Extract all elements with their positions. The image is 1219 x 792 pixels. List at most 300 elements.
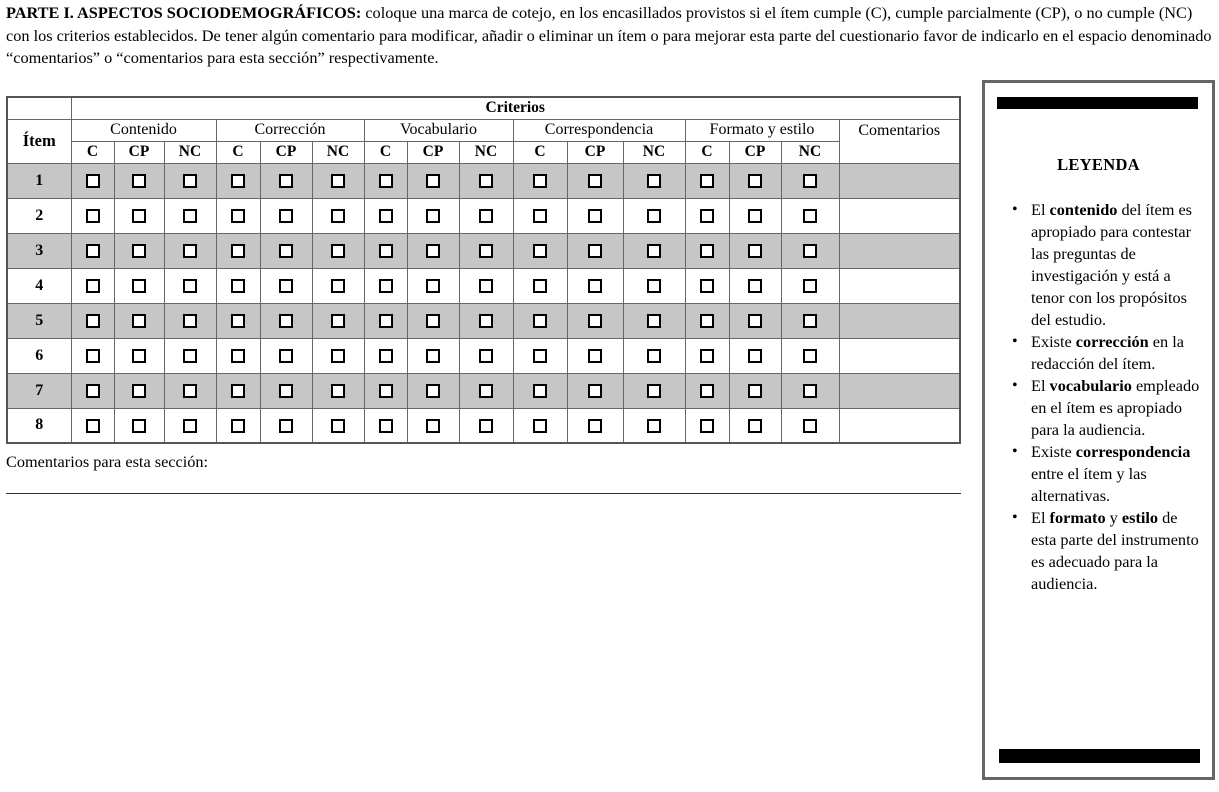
- checkbox-cell: [685, 198, 729, 233]
- checkbox-cell: [71, 268, 114, 303]
- checkbox-cell: [216, 198, 260, 233]
- checkbox-cell: [71, 373, 114, 408]
- checkbox-nc[interactable]: [183, 279, 197, 293]
- checkbox-cell: [312, 163, 364, 198]
- checkbox-c[interactable]: [379, 174, 393, 188]
- subheader-c: C: [513, 141, 567, 163]
- checkbox-cp[interactable]: [132, 244, 146, 258]
- checkbox-cell: [567, 303, 623, 338]
- checkbox-cell: [114, 408, 164, 443]
- checkbox-c[interactable]: [700, 384, 714, 398]
- checkbox-nc[interactable]: [479, 279, 493, 293]
- checkbox-cp[interactable]: [426, 279, 440, 293]
- subheader-c: C: [364, 141, 407, 163]
- item-header: Ítem: [7, 119, 71, 163]
- checkbox-nc[interactable]: [183, 384, 197, 398]
- checkbox-cp[interactable]: [748, 349, 762, 363]
- checkbox-cell: [164, 338, 216, 373]
- checkbox-nc[interactable]: [803, 279, 817, 293]
- checkbox-cell: [685, 163, 729, 198]
- group-header-correccion: Corrección: [216, 119, 364, 141]
- checkbox-cp[interactable]: [132, 209, 146, 223]
- table-row: [7, 338, 960, 373]
- checkbox-cell: [407, 338, 459, 373]
- checkbox-cell: [260, 338, 312, 373]
- bullet-icon: •: [1012, 333, 1018, 350]
- checkbox-cell: [459, 198, 513, 233]
- checkbox-cell: [781, 233, 839, 268]
- subheader-cp: CP: [260, 141, 312, 163]
- checkbox-c[interactable]: [700, 244, 714, 258]
- subheader-nc: NC: [623, 141, 685, 163]
- table-row: [7, 303, 960, 338]
- checkbox-cp[interactable]: [748, 174, 762, 188]
- checkbox-c[interactable]: [379, 279, 393, 293]
- subheader-nc: NC: [164, 141, 216, 163]
- subheader-c: C: [216, 141, 260, 163]
- checkbox-nc[interactable]: [647, 244, 661, 258]
- checkbox-cp[interactable]: [426, 314, 440, 328]
- legend-text: empleado en el ítem es apropiado para la audiencia.: [1031, 376, 1200, 439]
- checkbox-nc[interactable]: [331, 384, 345, 398]
- checkbox-cell: [781, 163, 839, 198]
- table-row: [7, 233, 960, 268]
- legend-text: El: [1031, 376, 1050, 395]
- legend-text: El: [1031, 200, 1050, 219]
- legend-text: en la redacción del ítem.: [1031, 332, 1184, 373]
- checkbox-cell: [685, 303, 729, 338]
- checkbox-cp[interactable]: [748, 209, 762, 223]
- checkbox-cell: [312, 408, 364, 443]
- checkbox-cp[interactable]: [132, 279, 146, 293]
- checkbox-cell: [729, 233, 781, 268]
- table-row: [7, 268, 960, 303]
- criterios-header: Criterios: [71, 97, 960, 119]
- checkbox-cell: [260, 303, 312, 338]
- checkbox-cell: [260, 198, 312, 233]
- checkbox-cell: [71, 233, 114, 268]
- group-header-formato: Formato y estilo: [685, 119, 839, 141]
- checkbox-nc[interactable]: [803, 419, 817, 433]
- checkbox-nc[interactable]: [331, 349, 345, 363]
- checkbox-cell: [623, 408, 685, 443]
- checkbox-c[interactable]: [86, 244, 100, 258]
- item-number: 6: [7, 338, 71, 373]
- legend-text: Existe: [1031, 442, 1076, 461]
- checkbox-nc[interactable]: [331, 314, 345, 328]
- checkbox-cell: [164, 163, 216, 198]
- checkbox-c[interactable]: [533, 174, 547, 188]
- checkbox-nc[interactable]: [331, 244, 345, 258]
- checkbox-nc[interactable]: [183, 314, 197, 328]
- subheader-c: C: [685, 141, 729, 163]
- checkbox-cell: [513, 163, 567, 198]
- checkbox-cell: [312, 338, 364, 373]
- subheader-c: C: [71, 141, 114, 163]
- checkbox-nc[interactable]: [183, 349, 197, 363]
- checkbox-cell: [407, 408, 459, 443]
- checkbox-c[interactable]: [379, 244, 393, 258]
- legend-text: entre el ítem y las alternativas.: [1031, 464, 1147, 505]
- comment-cell[interactable]: [839, 198, 960, 233]
- checkbox-cp[interactable]: [279, 314, 293, 328]
- checkbox-cp[interactable]: [132, 384, 146, 398]
- subheader-nc: NC: [459, 141, 513, 163]
- checkbox-cell: [164, 198, 216, 233]
- checkbox-cell: [781, 198, 839, 233]
- checkbox-cell: [729, 408, 781, 443]
- checkbox-c[interactable]: [533, 384, 547, 398]
- checkbox-c[interactable]: [533, 314, 547, 328]
- checkbox-c[interactable]: [700, 174, 714, 188]
- checkbox-cell: [459, 338, 513, 373]
- checkbox-cp[interactable]: [426, 174, 440, 188]
- checkbox-cp[interactable]: [426, 209, 440, 223]
- legend-keyword: contenido: [1049, 200, 1118, 219]
- checkbox-cell: [685, 268, 729, 303]
- checkbox-cell: [623, 338, 685, 373]
- legend-item: [1012, 507, 1202, 595]
- checkbox-cp[interactable]: [588, 314, 602, 328]
- checkbox-cell: [114, 198, 164, 233]
- checkbox-cell: [407, 163, 459, 198]
- checkbox-c[interactable]: [700, 314, 714, 328]
- table-row: [7, 373, 960, 408]
- checkbox-nc[interactable]: [647, 174, 661, 188]
- checkbox-c[interactable]: [231, 384, 245, 398]
- checkbox-cell: [216, 373, 260, 408]
- legend-text: El: [1031, 508, 1050, 527]
- checkbox-nc[interactable]: [803, 174, 817, 188]
- checkbox-c[interactable]: [533, 349, 547, 363]
- checkbox-cell: [623, 163, 685, 198]
- comment-cell[interactable]: [839, 303, 960, 338]
- checkbox-cell: [364, 233, 407, 268]
- checkbox-cell: [312, 233, 364, 268]
- checkbox-nc[interactable]: [479, 384, 493, 398]
- checkbox-cp[interactable]: [588, 384, 602, 398]
- legend-item: [1012, 331, 1202, 375]
- checkbox-cell: [567, 163, 623, 198]
- checkbox-c[interactable]: [231, 174, 245, 188]
- checkbox-cp[interactable]: [132, 314, 146, 328]
- bullet-icon: •: [1012, 509, 1018, 526]
- section-comments-line[interactable]: [6, 493, 961, 494]
- checkbox-cell: [781, 338, 839, 373]
- comment-cell[interactable]: [839, 163, 960, 198]
- legend-text: y: [1105, 508, 1122, 527]
- checkbox-cell: [71, 163, 114, 198]
- legend-keyword: corrección: [1075, 332, 1149, 351]
- checkbox-nc[interactable]: [647, 349, 661, 363]
- checkbox-cell: [459, 163, 513, 198]
- checkbox-cell: [729, 198, 781, 233]
- bullet-icon: •: [1012, 201, 1018, 218]
- item-number: 4: [7, 268, 71, 303]
- checkbox-cell: [216, 268, 260, 303]
- checkbox-nc[interactable]: [479, 244, 493, 258]
- checkbox-cell: [312, 198, 364, 233]
- checkbox-c[interactable]: [379, 314, 393, 328]
- legend-text: Existe: [1031, 332, 1076, 351]
- checkbox-cell: [513, 373, 567, 408]
- checkbox-c[interactable]: [700, 279, 714, 293]
- checkbox-cp[interactable]: [588, 279, 602, 293]
- checkbox-cell: [312, 268, 364, 303]
- checkbox-cp[interactable]: [279, 349, 293, 363]
- checkbox-cell: [114, 303, 164, 338]
- checkbox-cell: [459, 268, 513, 303]
- checkbox-nc[interactable]: [803, 314, 817, 328]
- checkbox-nc[interactable]: [803, 244, 817, 258]
- checkbox-cell: [567, 408, 623, 443]
- checkbox-cell: [364, 303, 407, 338]
- checkbox-nc[interactable]: [803, 209, 817, 223]
- checkbox-cell: [164, 233, 216, 268]
- checkbox-cell: [729, 303, 781, 338]
- checkbox-cell: [114, 373, 164, 408]
- subheader-nc: NC: [781, 141, 839, 163]
- checkbox-cp[interactable]: [279, 419, 293, 433]
- checkbox-cell: [216, 408, 260, 443]
- group-header-correspondencia: Correspondencia: [513, 119, 685, 141]
- item-number: 2: [7, 198, 71, 233]
- checkbox-nc[interactable]: [803, 384, 817, 398]
- comment-cell[interactable]: [839, 233, 960, 268]
- checkbox-cp[interactable]: [588, 174, 602, 188]
- checkbox-c[interactable]: [231, 314, 245, 328]
- checkbox-nc[interactable]: [331, 419, 345, 433]
- checkbox-c[interactable]: [86, 419, 100, 433]
- checkbox-cell: [260, 163, 312, 198]
- checkbox-cell: [407, 373, 459, 408]
- checkbox-cp[interactable]: [426, 244, 440, 258]
- legend-panel: [982, 80, 1215, 780]
- checkbox-cell: [216, 338, 260, 373]
- checkbox-c[interactable]: [231, 209, 245, 223]
- checkbox-c[interactable]: [533, 244, 547, 258]
- legend-keyword: estilo: [1121, 508, 1159, 527]
- comment-cell[interactable]: [839, 338, 960, 373]
- checkbox-cell: [459, 233, 513, 268]
- checkbox-c[interactable]: [86, 209, 100, 223]
- checkbox-cell: [260, 373, 312, 408]
- checkbox-cp[interactable]: [748, 244, 762, 258]
- checkbox-nc[interactable]: [647, 209, 661, 223]
- checkbox-cp[interactable]: [748, 314, 762, 328]
- checkbox-cell: [216, 163, 260, 198]
- checkbox-cell: [114, 233, 164, 268]
- item-number: 8: [7, 408, 71, 443]
- item-number: 1: [7, 163, 71, 198]
- checkbox-cell: [513, 268, 567, 303]
- checkbox-c[interactable]: [379, 419, 393, 433]
- checkbox-cell: [513, 338, 567, 373]
- checkbox-cp[interactable]: [588, 244, 602, 258]
- checkbox-cp[interactable]: [279, 209, 293, 223]
- checkbox-cp[interactable]: [279, 384, 293, 398]
- checkbox-cell: [164, 373, 216, 408]
- checkbox-cell: [623, 198, 685, 233]
- checkbox-cell: [364, 163, 407, 198]
- checkbox-cp[interactable]: [748, 419, 762, 433]
- checkbox-cell: [364, 408, 407, 443]
- checkbox-c[interactable]: [700, 209, 714, 223]
- checkbox-c[interactable]: [86, 384, 100, 398]
- checkbox-cell: [513, 233, 567, 268]
- checkbox-nc[interactable]: [183, 244, 197, 258]
- checkbox-cp[interactable]: [279, 244, 293, 258]
- item-number: 5: [7, 303, 71, 338]
- checkbox-cell: [364, 373, 407, 408]
- checkbox-nc[interactable]: [183, 209, 197, 223]
- table-row: [7, 408, 960, 443]
- checkbox-c[interactable]: [533, 209, 547, 223]
- section-comments-label: Comentarios para esta sección:: [6, 452, 209, 471]
- checkbox-nc[interactable]: [647, 384, 661, 398]
- checkbox-cell: [567, 198, 623, 233]
- checkbox-cell: [685, 373, 729, 408]
- checkbox-nc[interactable]: [479, 209, 493, 223]
- checkbox-nc[interactable]: [331, 174, 345, 188]
- subheader-cp: CP: [114, 141, 164, 163]
- subheader-cp: CP: [567, 141, 623, 163]
- checkbox-c[interactable]: [379, 349, 393, 363]
- checkbox-nc[interactable]: [647, 314, 661, 328]
- comentarios-header: Comentarios: [839, 119, 960, 163]
- checkbox-c[interactable]: [533, 279, 547, 293]
- checkbox-cell: [623, 268, 685, 303]
- checkbox-c[interactable]: [86, 349, 100, 363]
- checkbox-cell: [260, 233, 312, 268]
- checkbox-cell: [459, 408, 513, 443]
- checkbox-cell: [729, 163, 781, 198]
- checkbox-cell: [164, 268, 216, 303]
- checkbox-c[interactable]: [700, 419, 714, 433]
- checkbox-nc[interactable]: [647, 279, 661, 293]
- checkbox-c[interactable]: [533, 419, 547, 433]
- checkbox-c[interactable]: [231, 349, 245, 363]
- checkbox-c[interactable]: [700, 349, 714, 363]
- checkbox-cell: [407, 198, 459, 233]
- comment-cell[interactable]: [839, 268, 960, 303]
- group-header-contenido: Contenido: [71, 119, 216, 141]
- item-number: 7: [7, 373, 71, 408]
- checkbox-cell: [364, 268, 407, 303]
- checkbox-cell: [685, 408, 729, 443]
- checkbox-cell: [71, 198, 114, 233]
- checkbox-cp[interactable]: [132, 174, 146, 188]
- checkbox-nc[interactable]: [479, 349, 493, 363]
- checkbox-cell: [164, 303, 216, 338]
- checkbox-cell: [114, 268, 164, 303]
- checkbox-c[interactable]: [231, 279, 245, 293]
- checkbox-c[interactable]: [86, 314, 100, 328]
- legend-item: [1012, 199, 1202, 331]
- checkbox-cp[interactable]: [588, 349, 602, 363]
- checkbox-c[interactable]: [379, 384, 393, 398]
- checkbox-cp[interactable]: [588, 419, 602, 433]
- table-corner: [7, 97, 71, 119]
- checkbox-cell: [567, 233, 623, 268]
- checkbox-nc[interactable]: [183, 174, 197, 188]
- checkbox-cp[interactable]: [132, 419, 146, 433]
- checkbox-cell: [407, 303, 459, 338]
- checkbox-cp[interactable]: [748, 384, 762, 398]
- checkbox-cp[interactable]: [588, 209, 602, 223]
- checkbox-cell: [623, 373, 685, 408]
- checkbox-cell: [729, 338, 781, 373]
- checkbox-cell: [623, 233, 685, 268]
- checkbox-cell: [71, 303, 114, 338]
- checkbox-nc[interactable]: [479, 174, 493, 188]
- checkbox-cp[interactable]: [426, 384, 440, 398]
- checkbox-cell: [781, 408, 839, 443]
- checkbox-cell: [312, 373, 364, 408]
- checkbox-cp[interactable]: [279, 174, 293, 188]
- checkbox-nc[interactable]: [479, 419, 493, 433]
- checkbox-cell: [729, 268, 781, 303]
- checkbox-cp[interactable]: [132, 349, 146, 363]
- checkbox-cp[interactable]: [748, 279, 762, 293]
- checkbox-nc[interactable]: [331, 279, 345, 293]
- checkbox-nc[interactable]: [479, 314, 493, 328]
- subheader-cp: CP: [729, 141, 781, 163]
- checkbox-cp[interactable]: [279, 279, 293, 293]
- checkbox-cell: [114, 163, 164, 198]
- checkbox-cell: [71, 338, 114, 373]
- checkbox-nc[interactable]: [183, 419, 197, 433]
- legend-bottom-bar: [999, 749, 1200, 763]
- checkbox-nc[interactable]: [803, 349, 817, 363]
- checkbox-c[interactable]: [231, 419, 245, 433]
- legend-keyword: vocabulario: [1049, 376, 1132, 395]
- checkbox-c[interactable]: [231, 244, 245, 258]
- checkbox-cp[interactable]: [426, 349, 440, 363]
- checkbox-cell: [623, 303, 685, 338]
- checkbox-cp[interactable]: [426, 419, 440, 433]
- comment-cell[interactable]: [839, 373, 960, 408]
- checkbox-cell: [685, 233, 729, 268]
- legend-text: del ítem es apropiado para contestar las preguntas de investigación y está a tenor con los propósitos del estudio.: [1031, 200, 1193, 329]
- item-number: 3: [7, 233, 71, 268]
- checkbox-cell: [567, 338, 623, 373]
- legend-list: [997, 199, 1202, 595]
- checkbox-c[interactable]: [379, 209, 393, 223]
- subheader-cp: CP: [407, 141, 459, 163]
- checkbox-cell: [567, 268, 623, 303]
- legend-item: [1012, 375, 1202, 441]
- checkbox-cell: [364, 338, 407, 373]
- checkbox-nc[interactable]: [331, 209, 345, 223]
- checkbox-cell: [312, 303, 364, 338]
- checkbox-c[interactable]: [86, 279, 100, 293]
- checkbox-cell: [685, 338, 729, 373]
- bullet-icon: •: [1012, 443, 1018, 460]
- checkbox-cell: [513, 303, 567, 338]
- bullet-icon: •: [1012, 377, 1018, 394]
- table-row: [7, 198, 960, 233]
- checkbox-nc[interactable]: [647, 419, 661, 433]
- checkbox-cell: [216, 303, 260, 338]
- checkbox-cell: [164, 408, 216, 443]
- evaluation-table: [6, 96, 961, 444]
- comment-cell[interactable]: [839, 408, 960, 443]
- checkbox-c[interactable]: [86, 174, 100, 188]
- checkbox-cell: [781, 268, 839, 303]
- instructions-text: coloque una marca de cotejo, en los encasillados provistos si el ítem cumple (C), cumple parcialmente (CP), o no cumple (NC) con los criterios establecidos. De tener algún comentario para modificar, añadir o eliminar un ítem o para mejorar esta parte del cuestionario favor de indicarlo en el espacio denominado “comentarios” o “comentarios para esta sección” respectivamente.: [6, 3, 1212, 67]
- legend-keyword: formato: [1049, 508, 1106, 527]
